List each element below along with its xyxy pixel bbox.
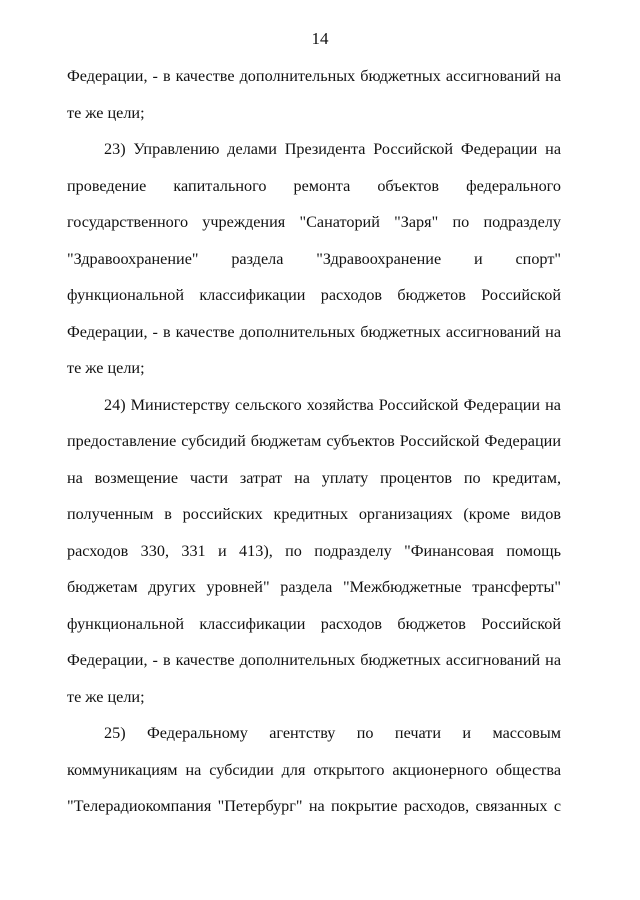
text-line: на возмещение части затрат на уплату процентов по кредитам,	[67, 468, 561, 487]
paragraph-item-23	[67, 139, 561, 395]
text-line: 23) Управлению делами Президента Российской Федерации на	[104, 140, 561, 158]
text-line: Федерации, - в качестве дополнительных бюджетных ассигнований на	[67, 67, 561, 85]
text-line: те же цели;	[67, 687, 145, 706]
text-line: 25) Федеральному агентству по печати и массовым	[104, 724, 561, 742]
text-line: коммуникациям на субсидии для открытого акционерного общества	[67, 760, 561, 779]
text-line: расходов 330, 331 и 413), по подразделу "Финансовая помощь	[67, 541, 561, 560]
text-line: государственного учреждения "Санаторий "Заря" по подразделу	[67, 213, 561, 231]
text-line: Федерации, - в качестве дополнительных бюджетных ассигнований на	[67, 322, 561, 341]
text-line: проведение капитального ремонта объектов федерального	[67, 176, 561, 195]
text-line: 24) Министерству сельского хозяйства Российской Федерации на	[104, 395, 561, 414]
text-line: функциональной классификации расходов бюджетов Российской	[67, 614, 561, 633]
text-line: "Телерадиокомпания "Петербург" на покрытие расходов, связанных с	[67, 797, 561, 815]
text-line: "Здравоохранение" раздела "Здравоохранение и спорт"	[67, 249, 561, 268]
text-line: те же цели;	[67, 103, 145, 122]
paragraph-continuation	[67, 66, 561, 139]
text-line: функциональной классификации расходов бюджетов Российской	[67, 286, 561, 304]
text-line: Федерации, - в качестве дополнительных бюджетных ассигнований на	[67, 651, 561, 669]
page-number: 14	[311, 29, 329, 48]
text-line: бюджетам других уровней" раздела "Межбюджетные трансферты"	[67, 578, 561, 596]
text-line: те же цели;	[67, 359, 145, 377]
document-body	[67, 66, 561, 833]
text-line: полученным в российских кредитных организациях (кроме видов	[67, 505, 561, 523]
paragraph-item-25	[67, 723, 561, 833]
paragraph-item-24	[67, 395, 561, 724]
text-line: предоставление субсидий бюджетам субъектов Российской Федерации	[67, 432, 561, 450]
